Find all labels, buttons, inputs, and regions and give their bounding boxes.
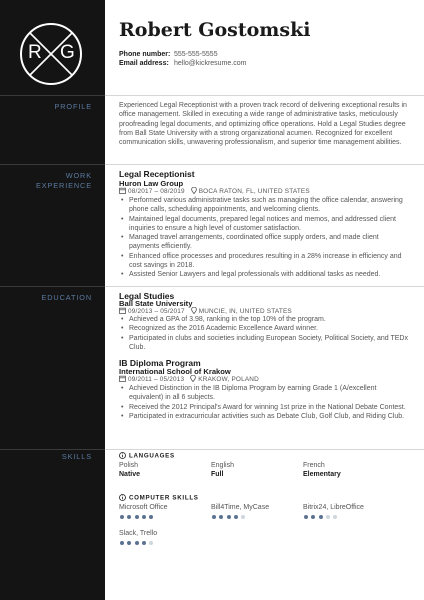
list-item: • Recognized as the 2016 Academic Excellence Award winner. [119, 324, 409, 333]
rating-dot-filled [149, 515, 153, 519]
calendar-icon [119, 307, 126, 314]
computer-skill-name: Slack, Trello [119, 530, 158, 537]
phone-value: 555-555-5555 [174, 51, 218, 58]
list-item: • Participated in extracurricular activities such as Debate Club, Golf Club, and Riding Club. [119, 412, 409, 421]
languages-heading-label: LANGUAGES [129, 452, 175, 460]
job-location: BOCA RATON, FL, UNITED STATES [198, 188, 310, 195]
location-pin-icon [191, 307, 197, 314]
languages-heading [119, 452, 175, 461]
language-name: English [211, 462, 234, 469]
education-dates: 09/2013 – 05/2017 [128, 308, 185, 315]
section-divider [0, 164, 424, 165]
phone-label: Phone number: [119, 51, 171, 58]
phone-row [119, 50, 218, 59]
rating-dot-filled [127, 515, 131, 519]
section-divider [0, 449, 424, 450]
skill-rating [120, 515, 156, 521]
education-meta [119, 375, 259, 384]
rating-dot-filled [120, 515, 124, 519]
location-pin-icon [190, 375, 196, 382]
info-circle-icon [119, 452, 126, 459]
section-divider [0, 286, 424, 287]
language-level: Full [211, 471, 224, 478]
monogram-logo [20, 23, 82, 85]
computer-skill-name: Bill4Time, MyCase [211, 504, 270, 511]
rating-dot-filled [127, 541, 131, 545]
rating-dot-empty [149, 541, 153, 545]
job-employer: Huron Law Group [119, 179, 184, 188]
email-value[interactable]: hello@kickresume.com [174, 60, 247, 67]
list-item: • Enhanced office processes and procedures resulting in a 28% increase in efficiency and cost savings in 2018. [119, 252, 409, 271]
rating-dot-filled [212, 515, 216, 519]
education-title: Legal Studies [119, 291, 175, 301]
job-bullets [119, 196, 409, 280]
calendar-icon [119, 187, 126, 194]
section-label-experience: EXPERIENCE [35, 181, 92, 190]
rating-dot-filled [234, 515, 238, 519]
education-bullets [119, 384, 409, 421]
location-pin-icon [191, 187, 197, 194]
section-label-skills: SKILLS [61, 452, 92, 461]
job-dates: 08/2017 – 08/2019 [128, 188, 185, 195]
rating-dot-filled [219, 515, 223, 519]
list-item: • Managed travel arrangements, coordinated office supply orders, and made client payments efficiently. [119, 233, 409, 252]
skill-rating [120, 541, 156, 547]
language-name: French [303, 462, 325, 469]
calendar-icon [119, 375, 126, 382]
language-name: Polish [119, 462, 139, 469]
list-item: • Achieved a GPA of 3.98, ranking in the top 10% of the program. [119, 315, 409, 324]
language-level: Native [119, 471, 141, 478]
section-label-education: EDUCATION [41, 293, 92, 302]
profile-summary: Experienced Legal Receptionist with a proven track record of delivering exceptional results in office management. Skilled in executing a wide range of administrative tasks, meticulously proofreading legal documents, and optimizing office operations. Hold a Legal Studies degree from Ball State University with a strong organizational acumen. Recognized for excellent communication skills, unwavering professionalism, and superior time management abilities. [119, 102, 407, 147]
section-divider [0, 95, 424, 96]
list-item: • Received the 2012 Principal's Award for winning 1st prize in the National Debate Contest. [119, 403, 409, 412]
skill-rating [304, 515, 340, 521]
education-dates: 09/2011 – 05/2013 [128, 376, 185, 383]
computer-skills-heading-label: COMPUTER SKILLS [129, 494, 199, 502]
education-location: MUNCIE, IN, UNITED STATES [198, 308, 292, 315]
list-item: • Maintained legal documents, prepared legal notices and memos, and addressed client inquiries to ensure a high level of customer satisfaction. [119, 215, 409, 234]
education-location: KRAKOW, POLAND [198, 376, 259, 383]
computer-skills-heading [119, 494, 199, 503]
rating-dot-filled [142, 515, 146, 519]
candidate-name: Robert Gostomski [119, 19, 311, 41]
rating-dot-filled [120, 541, 124, 545]
job-meta [119, 187, 310, 196]
rating-dot-empty [241, 515, 245, 519]
job-title: Legal Receptionist [119, 169, 195, 179]
rating-dot-filled [227, 515, 231, 519]
computer-skill-name: Bitrix24, LibreOffice [303, 504, 364, 511]
rating-dot-filled [311, 515, 315, 519]
email-label: Email address: [119, 60, 169, 67]
rating-dot-empty [333, 515, 337, 519]
rating-dot-filled [135, 541, 139, 545]
education-school: Ball State University [119, 299, 193, 308]
info-circle-icon [119, 494, 126, 501]
list-item: • Achieved Distinction in the IB Diploma Program by earning Grade 1 (A/excellent equivalent) in all 6 subjects. [119, 384, 409, 403]
section-label-profile: PROFILE [54, 102, 92, 111]
education-school: International School of Krakow [119, 367, 231, 376]
rating-dot-empty [326, 515, 330, 519]
rating-dot-filled [304, 515, 308, 519]
rating-dot-filled [135, 515, 139, 519]
language-level: Elementary [303, 471, 341, 478]
list-item: • Assisted Senior Lawyers and legal professionals with additional tasks as needed. [119, 270, 409, 279]
list-item: • Performed various administrative tasks such as managing the office calendar, answering phone calls, scheduling appointments, and welcoming clients. [119, 196, 409, 215]
list-item: • Participated in clubs and societies including European Society, Political Society, and TEDx Club. [119, 334, 409, 353]
rating-dot-filled [142, 541, 146, 545]
section-label-work: WORK [65, 171, 92, 180]
computer-skill-name: Microsoft Office [119, 504, 168, 511]
rating-dot-filled [319, 515, 323, 519]
education-bullets [119, 315, 409, 352]
education-title: IB Diploma Program [119, 358, 201, 368]
logo-initial-right: G [60, 42, 75, 63]
skill-rating [212, 515, 248, 521]
logo-initial-left: R [28, 42, 42, 63]
email-row [119, 59, 246, 68]
